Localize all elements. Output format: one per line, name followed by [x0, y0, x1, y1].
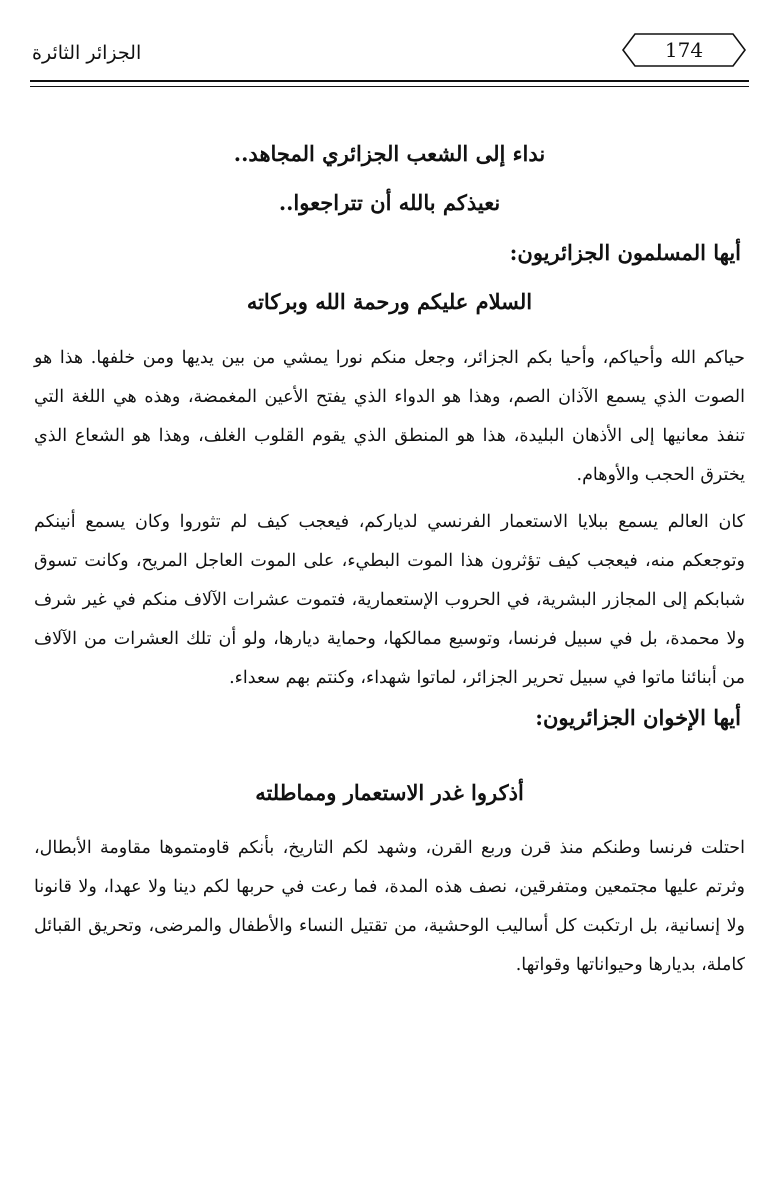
- title-plea: نعيذكم بالله أن تتراجعوا..: [278, 190, 501, 216]
- salutation: السلام عليكم ورحمة الله وبركاته: [246, 288, 533, 314]
- address-muslims: أيها المسلمون الجزائريون:: [509, 239, 741, 265]
- page-content: [34, 130, 745, 985]
- page-number: 174: [664, 38, 704, 62]
- paragraph-colonialism: كان العالم يسمع ببلايا الاستعمار الفرنسي لدياركم، فيعجب كيف لم تثوروا وكان يسمع أنينكم وتوجعكم منه، فيعجب كيف تؤثرون هذا الموت البطيء، على الموت العاجل المريح، وكانت تسوق شبابكم إلى المجازر البشرية، في الحروب الإستعمارية، فتموت عشرات الآلاف منكم في غير شرف ولا محمدة، بل في سبيل فرنسا، وتوسيع ممالكها، وحماية ديارها، ولو أن تلك العشرات من الآلاف من أبنائنا ماتوا في سبيل تحرير الجزائر، لماتوا شهداء، وكنتم بهم سعداء.: [34, 512, 745, 689]
- page-number-badge: [621, 32, 747, 68]
- running-title: الجزائر الثائرة: [32, 42, 142, 64]
- header-rule-thick: [30, 80, 749, 82]
- page-header: [30, 28, 749, 78]
- paragraph-greeting: حياكم الله وأحياكم، وأحيا بكم الجزائر، وجعل منكم نورا يمشي من بين يديها ومن خلفها. هذا هو الصوت الذي يسمع الآذان الصم، وهذا هو الدواء الذي يفتح الأعين المغمضة، وهذه هي اللغة التي تنفذ معانيها إلى الأذهان البليدة، هذا هو المنطق الذي يقوم القلوب الغلف، وهذا هو الشعاع الذي يخترق الحجب والأوهام.: [34, 348, 745, 486]
- title-appeal: نداء إلى الشعب الجزائري المجاهد..: [233, 141, 546, 166]
- subheading-betrayal: أذكروا غدر الاستعمار ومماطلته: [255, 780, 524, 806]
- paragraph-occupation: احتلت فرنسا وطنكم منذ قرن وربع القرن، وشهد لكم التاريخ، بأنكم قاومتموها مقاومة الأبطال، وثرتم عليها مجتمعين ومتفرقين، نصف هذه المدة، فما رعت في حربها لكم دينا ولا عهدا، ولا قانونا ولا إنسانية، بل ارتكبت كل أساليب الوحشية، من تقتيل النساء والأطفال والمرضى، وتحريق القبائل كاملة، بديارها وحيواناتها وقواتها.: [34, 837, 745, 975]
- header-rule-thin: [30, 86, 749, 87]
- address-brothers: أيها الإخوان الجزائريون:: [535, 705, 741, 731]
